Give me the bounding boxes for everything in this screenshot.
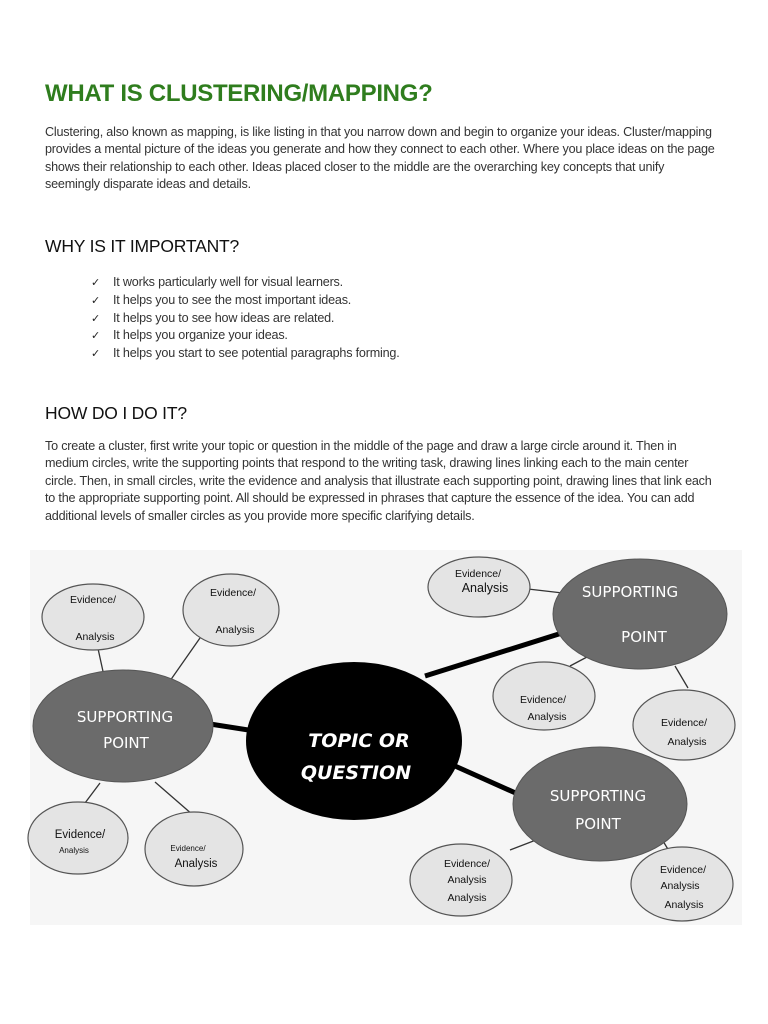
how-paragraph: To create a cluster, first write your topic or question in the middle of the page and draw a large circle around it. Then in medium circles, write the supporting points that respond to the writing task, drawing lines linking each to the main center circle. Then, in small circles, write the evidence and analysis that illustrate each supporting point, drawing lines that link each to the appropriate supporting point. All should be expressed in phrases that capture the essence of the idea. You can add additional levels of smaller circles as you provide more specific clarifying details. [45,439,712,523]
intro-paragraph: Clustering, also known as mapping, is like listing in that you narrow down and begin to organize your ideas. Cluster/mapping provides a mental picture of the ideas you generate and how they connect to each other. Where you place ideas on the page shows their relationship to each other. Ideas placed closer to the middle are the overarching key concepts that unify seemingly disparate ideas and details. [45,125,715,192]
evidence-9-line-1: Evidence/ [659,864,707,876]
evidence-6-line-2: Analysis [59,846,89,855]
evidence-8-line-1: Evidence/ [443,858,491,870]
evidence-1-line-2: Analysis [75,631,115,643]
evidence-6-line-1: Evidence/ [54,829,106,841]
list-item [91,345,400,363]
checkmark-icon: ✓ [91,276,101,289]
list-item [91,327,400,345]
supporting-left-line-1: SUPPORTING [76,708,174,726]
supporting-top-right-line-1: SUPPORTING [581,583,679,601]
evidence-3-line-2: Analysis [461,581,509,595]
evidence-2-line-2: Analysis [215,624,255,636]
benefits-list [91,274,400,363]
evidence-1-line-1: Evidence/ [69,594,117,606]
evidence-8-line-2: Analysis [447,874,487,886]
supporting-bottom-right-line-1: SUPPORTING [549,787,647,805]
list-item-text: It helps you start to see potential paragraphs forming. [113,346,400,361]
evidence-8-line-3: Analysis [447,892,487,904]
evidence-7-line-1: Evidence/ [170,844,206,853]
topic-line-1: TOPIC OR [308,730,410,752]
checkmark-icon: ✓ [91,347,101,361]
supporting-bottom-right-line-2: POINT [575,815,621,833]
list-item [91,292,400,310]
list-item [91,274,400,292]
topic-line-2: QUESTION [300,762,412,784]
supporting-left-line-2: POINT [103,734,149,752]
evidence-5-line-2: Analysis [667,736,707,748]
checkmark-icon: ✓ [91,293,101,307]
checkmark-icon: ✓ [91,329,101,343]
evidence-4-line-2: Analysis [527,711,567,723]
evidence-3-line-1: Evidence/ [454,568,502,580]
list-item-text: It helps you to see the most important ideas. [113,292,352,307]
supporting-top-right-line-2: POINT [621,628,667,646]
list-item [91,310,400,328]
how-heading: HOW DO I DO IT? [45,403,187,423]
list-item-text: It works particularly well for visual learners. [113,275,343,289]
list-item-text: It helps you organize your ideas. [113,328,288,343]
evidence-7-line-2: Analysis [174,858,218,870]
cluster-diagram [0,548,768,928]
why-heading: WHY IS IT IMPORTANT? [45,236,240,256]
evidence-4-line-1: Evidence/ [519,694,567,706]
list-item-text: It helps you to see how ideas are related. [113,310,335,325]
page-title: WHAT IS CLUSTERING/MAPPING? [45,80,433,107]
evidence-9-line-3: Analysis [664,899,704,911]
checkmark-icon: ✓ [91,311,101,325]
evidence-2-line-1: Evidence/ [209,587,257,599]
evidence-9-line-2: Analysis [660,880,700,892]
evidence-5-line-1: Evidence/ [660,717,708,729]
